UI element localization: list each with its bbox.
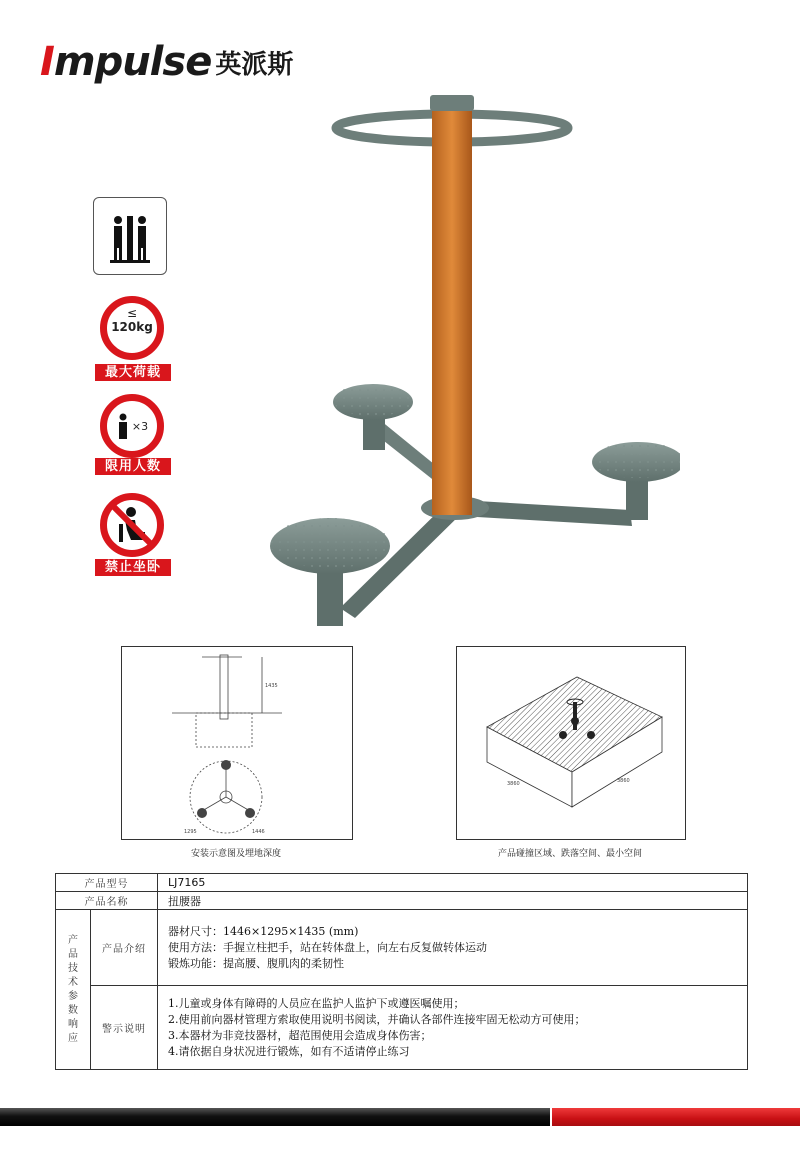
max-load-value: 120kg — [111, 320, 153, 334]
name-value: 扭腰器 — [158, 892, 748, 910]
install-diagram — [121, 646, 353, 840]
product-illustration — [260, 90, 680, 630]
install-dim-width: 1295 — [184, 829, 197, 835]
person-icon — [116, 413, 130, 439]
space-diagram — [456, 646, 686, 840]
max-load-label: 最大荷载 — [95, 364, 171, 381]
footer-bar-red — [552, 1108, 800, 1126]
warning-text — [158, 986, 748, 1070]
space-dim-1: 3860 — [507, 781, 520, 787]
name-label: 产品名称 — [56, 892, 158, 910]
intro-line: 器材尺寸：1446×1295×1435 (mm) — [168, 924, 359, 938]
no-sitting-sign — [100, 493, 164, 557]
space-drawing — [457, 647, 685, 839]
install-dim-height: 1435 — [265, 683, 278, 689]
row-intro — [56, 910, 748, 986]
spec-table — [55, 873, 748, 1070]
install-drawing — [122, 647, 352, 839]
space-dim-2: 3860 — [617, 778, 630, 784]
space-caption: 产品碰撞区域、跌落空间、最小空间 — [497, 849, 642, 859]
warning-line: 1.儿童或身体有障碍的人员应在监护人监护下或遵医嘱使用； — [168, 996, 465, 1010]
intro-text — [158, 910, 748, 986]
user-limit-sign — [100, 394, 164, 458]
row-model — [56, 874, 748, 892]
logo-chinese: 英派斯 — [215, 50, 294, 80]
user-limit-symbol: ×3 — [131, 419, 149, 433]
logo-initial: I — [40, 39, 54, 85]
max-load-symbol: ≤ — [126, 306, 138, 320]
wood-column — [432, 100, 472, 515]
no-sitting-icon — [107, 500, 157, 550]
max-load-sign — [100, 296, 164, 360]
row-warning — [56, 986, 748, 1070]
warning-line: 2.使用前向器材管理方索取使用说明书阅读，并确认各部件连接牢固无松动方可使用； — [168, 1012, 586, 1026]
warning-line: 3.本器材为非竞技器材，超范围使用会造成身体伤害； — [168, 1028, 432, 1042]
logo-text: mpulse — [53, 39, 212, 85]
install-dim-length: 1446 — [252, 829, 265, 835]
user-limit-label: 限用人数 — [95, 458, 171, 475]
no-sitting-label: 禁止坐卧 — [95, 559, 171, 576]
brand-logo — [40, 38, 294, 85]
intro-label: 产品介绍 — [91, 910, 158, 986]
install-caption: 安装示意图及埋地深度 — [190, 849, 281, 859]
row-name — [56, 892, 748, 910]
warning-line: 4.请依据自身状况进行锻炼，如有不适请停止练习 — [168, 1044, 410, 1058]
intro-line: 锻炼功能：提高腰、腹肌肉的柔韧性 — [168, 956, 344, 970]
intro-line: 使用方法：手握立柱把手，站在转体盘上，向左右反复做转体运动 — [168, 940, 487, 954]
group-label-cell — [56, 910, 91, 1070]
column-cap — [430, 95, 474, 111]
model-label: 产品型号 — [56, 874, 158, 892]
user-icon-panel — [93, 197, 167, 275]
footer-bar-black — [0, 1108, 550, 1126]
model-value: LJ7165 — [158, 874, 748, 892]
group-label: 产品技术参数响应 — [68, 934, 78, 1044]
warning-label: 警示说明 — [91, 986, 158, 1070]
twist-users-icon — [94, 198, 166, 274]
